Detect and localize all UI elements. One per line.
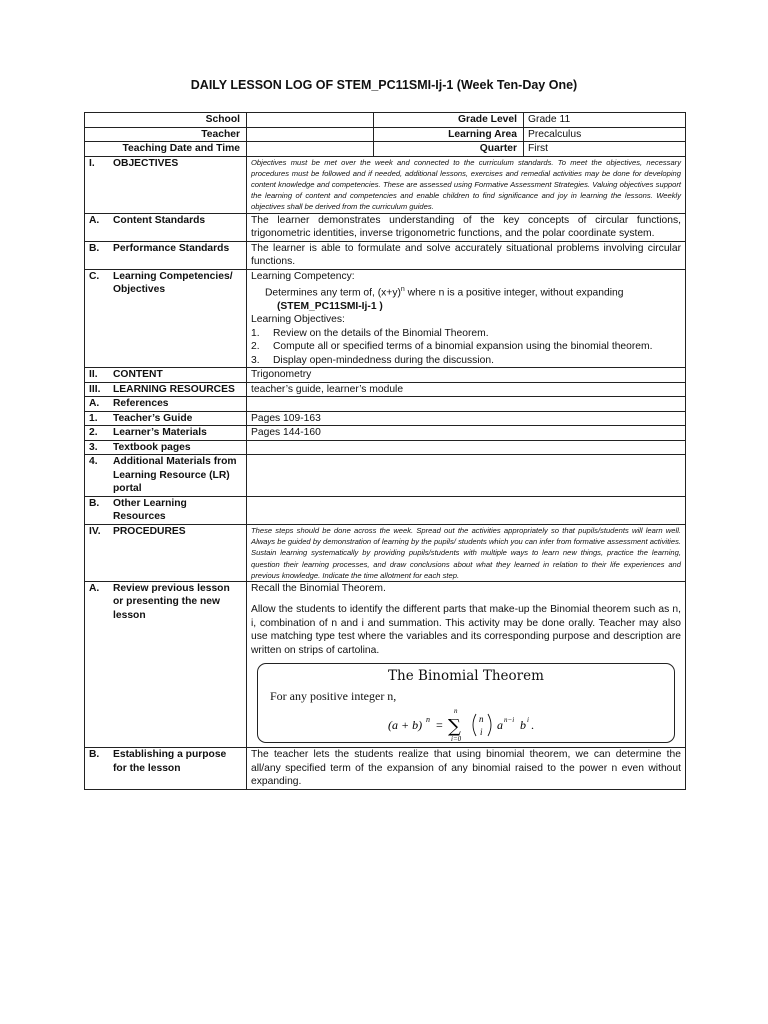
formula-a-exponent: n−i	[504, 716, 515, 725]
section-number: IV.	[89, 525, 101, 537]
section-label: PROCEDURES	[113, 525, 186, 537]
section-label: Review previous lesson or presenting the new lesson	[113, 582, 230, 621]
formula-a: a	[497, 718, 503, 733]
theorem-title: The Binomial Theorem	[388, 668, 544, 685]
objective-item	[251, 327, 681, 341]
objective-text: Compute all or specified terms of a binomial expansion using the binomial theorem.	[273, 341, 653, 353]
section-number: C.	[89, 270, 100, 282]
section-label: OBJECTIVES	[113, 157, 179, 169]
competencies-cell	[247, 269, 686, 368]
other-resources-value	[247, 496, 686, 524]
formula-equals: =	[436, 718, 443, 733]
formula-sum-bottom: i=0	[451, 735, 462, 743]
textbook-value	[247, 440, 686, 455]
objectives-row	[85, 156, 686, 213]
page-title: DAILY LESSON LOG OF STEM_PC11SMI-Ij-1 (Week Ten-Day One)	[190, 78, 578, 92]
learning-area-value: Precalculus	[524, 127, 686, 142]
textbook-heading	[85, 440, 247, 455]
content-standards-text: The learner demonstrates understanding of the key concepts of circular functions, trigonometric identities, inverse trigonometric functions, and the polar coordinate system.	[247, 213, 686, 241]
binomial-theorem-box	[257, 663, 675, 743]
competencies-heading	[85, 269, 247, 368]
objective-text: Display open-mindedness during the discussion.	[273, 354, 494, 366]
purpose-text: The teacher lets the students realize that using binomial theorem, we can determine the all/any specified term of the expansion of any binomial raised to the power n even without expanding.	[247, 748, 686, 790]
other-resources-row	[85, 496, 686, 524]
teaching-date-label: Teaching Date and Time	[85, 142, 247, 157]
content-standards-row	[85, 213, 686, 241]
performance-standards-text: The learner is able to formulate and solve accurately situational problems involving circular functions.	[247, 241, 686, 269]
objective-number: 3.	[251, 354, 260, 366]
section-number: III.	[89, 383, 101, 395]
other-resources-heading	[85, 496, 247, 524]
purpose-row	[85, 748, 686, 790]
section-number: B.	[89, 497, 100, 509]
learners-materials-value: Pages 144-160	[247, 426, 686, 441]
formula-lhs-exponent: n	[426, 715, 430, 725]
formula-b-exponent: i	[527, 716, 529, 725]
section-number: I.	[89, 157, 95, 169]
teachers-guide-value: Pages 109-163	[247, 411, 686, 426]
objectives-heading-text: Learning Objectives:	[251, 314, 345, 326]
section-number: 1.	[89, 412, 98, 424]
formula-binom-bottom: i	[480, 727, 483, 738]
objective-number: 2.	[251, 341, 260, 353]
learners-materials-heading	[85, 426, 247, 441]
grade-level-label: Grade Level	[374, 113, 524, 128]
formula-b: b	[520, 718, 526, 733]
objectives-note: Objectives must be met over the week and connected to the curriculum standards. To meet the objectives, necessary procedures must be followed and if needed, additional lessons, exercises and remedial activities may be done for developing content knowledge and competencies. These are assessed using Formative Assessment Strategies. Valuing objectives support the learning of content and competencies and enable children to find significance and joy in learning the lessons. Weekly objectives shall be derived from the curriculum guides.	[247, 156, 686, 213]
review-heading	[85, 581, 247, 748]
formula-end: .	[531, 718, 534, 733]
textbook-row	[85, 440, 686, 455]
school-value	[247, 113, 374, 128]
resources-heading	[85, 382, 247, 397]
formula-binom-top: n	[479, 714, 484, 725]
teacher-value	[247, 127, 374, 142]
lesson-log-table	[84, 112, 686, 790]
resources-value: teacher’s guide, learner’s module	[247, 382, 686, 397]
section-label: Learning Competencies/ Objectives	[113, 270, 233, 296]
section-label: Learner’s Materials	[113, 427, 207, 439]
teachers-guide-row	[85, 411, 686, 426]
objectives-heading	[85, 156, 247, 213]
competency-heading: Learning Competency:	[251, 270, 355, 282]
references-row	[85, 397, 686, 412]
additional-materials-row	[85, 455, 686, 497]
competency-exponent: n	[400, 286, 405, 294]
section-label: Additional Materials from Learning Resource (LR) portal	[113, 456, 237, 495]
teacher-label: Teacher	[85, 127, 247, 142]
learners-materials-row	[85, 426, 686, 441]
section-number: A.	[89, 398, 100, 410]
review-paragraph: Allow the students to identify the different parts that make-up the Binomial theorem such as n, i, combination of n and i and summation. This activity may be done orally. Teacher may also use matching type test where the variables and its corresponding purpose and description are written on strips of cartolina.	[251, 604, 681, 656]
references-heading	[85, 397, 247, 412]
section-number: 2.	[89, 427, 98, 439]
section-label: Other Learning Resources	[113, 497, 187, 523]
theorem-statement-text: For any positive integer n,	[270, 689, 397, 704]
content-value: Trigonometry	[247, 368, 686, 383]
section-number: B.	[89, 749, 100, 761]
objective-item	[251, 340, 681, 354]
teaching-date-value	[247, 142, 374, 157]
section-label: Teacher’s Guide	[113, 412, 193, 424]
resources-row	[85, 382, 686, 397]
objective-item	[251, 354, 681, 368]
competency-text	[251, 283, 681, 300]
section-label: Textbook pages	[113, 441, 191, 453]
competencies-row	[85, 269, 686, 368]
purpose-heading	[85, 748, 247, 790]
formula-lhs: (a + b)	[388, 718, 423, 733]
additional-materials-value	[247, 455, 686, 497]
competency-text-main: Determines any term of, (x+y)	[265, 287, 401, 299]
quarter-value: First	[524, 142, 686, 157]
header-row-school	[85, 113, 686, 128]
content-standards-heading	[85, 213, 247, 241]
header-row-teacher	[85, 127, 686, 142]
section-number: 4.	[89, 456, 98, 468]
procedures-row	[85, 524, 686, 581]
section-label: CONTENT	[113, 369, 163, 381]
section-label: Content Standards	[113, 214, 206, 226]
section-label: References	[113, 398, 169, 410]
objective-text: Review on the details of the Binomial Theorem.	[273, 327, 489, 339]
binomial-formula	[388, 708, 608, 742]
section-label: LEARNING RESOURCES	[113, 383, 235, 395]
section-label: Performance Standards	[113, 242, 230, 254]
header-row-date	[85, 142, 686, 157]
formula-sum-top: n	[454, 708, 458, 716]
procedures-note: These steps should be done across the week. Spread out the activities appropriately so that pupils/students will learn well. Always be guided by demonstration of learning by the pupils/ students which you can infer from formative assessment activities. Sustain learning systematically by providing pupils/students with multiple ways to learn new things, practice the learning, question their learning processes, and draw conclusions about what they learned in relation to their life experiences and previous knowledge. Indicate the time allotment for each step.	[247, 524, 686, 581]
additional-materials-heading	[85, 455, 247, 497]
review-row	[85, 581, 686, 748]
quarter-label: Quarter	[374, 142, 524, 157]
review-cell	[247, 581, 686, 748]
teachers-guide-heading	[85, 411, 247, 426]
theorem-statement	[270, 690, 396, 704]
objective-number: 1.	[251, 327, 260, 339]
references-value	[247, 397, 686, 412]
section-number: A.	[89, 582, 100, 594]
formula-paren-right	[488, 714, 491, 736]
formula-paren-left	[473, 714, 476, 736]
grade-level-value: Grade 11	[524, 113, 686, 128]
section-number: A.	[89, 214, 100, 226]
section-label: Establishing a purpose for the lesson	[113, 749, 227, 774]
performance-standards-row	[85, 241, 686, 269]
performance-standards-heading	[85, 241, 247, 269]
content-heading	[85, 368, 247, 383]
procedures-heading	[85, 524, 247, 581]
section-number: 3.	[89, 441, 98, 453]
review-line: Recall the Binomial Theorem.	[251, 582, 386, 594]
competency-text-rest: where n is a positive integer, without expanding	[404, 287, 624, 299]
content-row	[85, 368, 686, 383]
competency-code: (STEM_PC11SMI-Ij-1 )	[277, 300, 383, 312]
section-number: B.	[89, 242, 100, 254]
formula-sigma: ∑	[448, 716, 461, 738]
learning-area-label: Learning Area	[374, 127, 524, 142]
section-number: II.	[89, 369, 98, 381]
school-label: School	[85, 113, 247, 128]
